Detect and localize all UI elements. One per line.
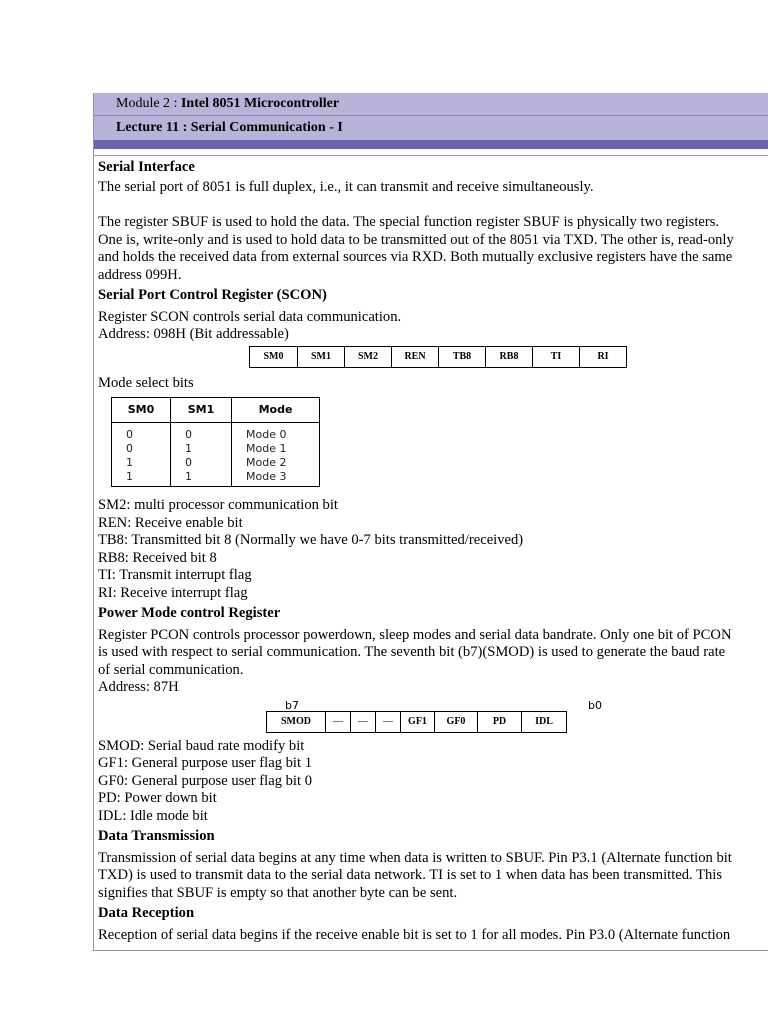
pcon-bit-gf0: GF0 [435, 711, 478, 732]
header-bar [94, 140, 768, 149]
mode-cell: 1 [112, 456, 171, 470]
scon-line-2: Address: 098H (Bit addressable) [98, 326, 289, 342]
pcon-bit-gf1: GF1 [401, 711, 435, 732]
mode-select-label: Mode select bits [98, 374, 194, 391]
pcon-bit-unused: — [376, 711, 401, 732]
pcon-bit-pd: PD [478, 711, 522, 732]
pcon-b0-label: b0 [588, 698, 602, 712]
scon-bit-ti: TI [533, 346, 580, 367]
serial-interface-p1: The serial port of 8051 is full duplex, i.e., it can transmit and receive simultaneously. [98, 178, 594, 195]
page-bottom-rule [94, 950, 768, 951]
pcon-register-table [266, 711, 567, 733]
pcon-bit-idl: IDL [522, 711, 567, 732]
mode-cell: 1 [171, 442, 232, 456]
mode-col-mode: Mode [232, 398, 320, 423]
pcon-line-2: is used with respect to serial communication. The seventh bit (b7)(SMOD) is used to generate the baud rate [98, 644, 726, 660]
scon-desc-rb8: RB8: Received bit 8 [98, 549, 217, 566]
pcon-heading: Power Mode control Register [98, 605, 281, 621]
scon-desc-sm2: SM2: multi processor communication bit [98, 497, 338, 513]
pcon-bit-labels [98, 697, 768, 712]
module-prefix: Module 2 : [116, 96, 181, 111]
sbuf-line-2: One is, write-only and is used to hold data to be transmitted out of the 8051 via TXD. The other is, read-only [98, 231, 734, 248]
lecture-header [94, 116, 768, 140]
mode-col-sm1: SM1 [171, 398, 232, 423]
pcon-desc-smod: SMOD: Serial baud rate modify bit [98, 737, 305, 754]
mode-cell: 1 [171, 470, 232, 487]
scon-register-table [249, 346, 627, 368]
pcon-desc-idl: IDL: Idle mode bit [98, 807, 208, 824]
pcon-desc-gf1: GF1: General purpose user flag bit 1 [98, 755, 312, 771]
pcon-desc-pd: PD: Power down bit [98, 790, 217, 806]
transmission-line-2: TXD) is used to transmit data to the serial data network. TI is set to 1 when data has been transmitted. This [98, 867, 723, 883]
mode-select-table [111, 397, 320, 487]
mode-cell: 0 [171, 423, 232, 443]
pcon-bit-smod: SMOD [267, 711, 326, 732]
mode-cell: Mode 2 [232, 456, 320, 470]
module-title: Intel 8051 Microcontroller [180, 96, 340, 111]
serial-interface-heading: Serial Interface [98, 159, 195, 175]
pcon-line-1: Register PCON controls processor powerdown, sleep modes and serial data bandrate. Only one bit of PCON [98, 626, 732, 643]
data-transmission-heading: Data Transmission [98, 828, 215, 844]
module-header [94, 93, 768, 116]
scon-desc-ren: REN: Receive enable bit [98, 514, 243, 531]
scon-desc-ti: TI: Transmit interrupt flag [98, 567, 252, 583]
scon-bit-ri: RI [580, 346, 627, 367]
sbuf-line-3: and holds the received data from external sources via RXD. Both mutually exclusive registers have the same [98, 249, 733, 265]
sbuf-line-1: The register SBUF is used to hold the data. The special function register SBUF is physically two registers. [98, 214, 720, 230]
mode-col-sm0: SM0 [112, 398, 171, 423]
lecture-content [94, 156, 768, 944]
data-reception-heading: Data Reception [98, 905, 195, 921]
mode-cell: Mode 0 [232, 423, 320, 443]
pcon-b7-label: b7 [285, 698, 299, 712]
mode-cell: Mode 1 [232, 442, 320, 456]
mode-cell: 1 [112, 470, 171, 487]
scon-bit-sm1: SM1 [298, 346, 345, 367]
scon-bit-sm2: SM2 [345, 346, 392, 367]
scon-desc-ri: RI: Receive interrupt flag [98, 584, 248, 601]
sbuf-line-4: address 099H. [98, 266, 182, 283]
transmission-line-3: signifies that SBUF is empty so that another byte can be sent. [98, 884, 458, 901]
pcon-line-4: Address: 87H [98, 679, 179, 695]
pcon-line-3: of serial communication. [98, 661, 244, 678]
pcon-bit-unused: — [326, 711, 351, 732]
mode-cell: 0 [112, 442, 171, 456]
mode-cell: 0 [171, 456, 232, 470]
scon-line-1: Register SCON controls serial data communication. [98, 308, 402, 325]
mode-cell: Mode 3 [232, 470, 320, 487]
pcon-desc-gf0: GF0: General purpose user flag bit 0 [98, 772, 312, 789]
scon-bit-tb8: TB8 [439, 346, 486, 367]
lecture-title: Lecture 11 : Serial Communication - I [116, 120, 343, 135]
scon-bit-ren: REN [392, 346, 439, 367]
scon-bit-rb8: RB8 [486, 346, 533, 367]
scon-desc-tb8: TB8: Transmitted bit 8 (Normally we have 0-7 bits transmitted/received) [98, 532, 524, 548]
pcon-bit-unused: — [351, 711, 376, 732]
scon-bit-sm0: SM0 [250, 346, 298, 367]
mode-cell: 0 [112, 423, 171, 443]
reception-line-1: Reception of serial data begins if the receive enable bit is set to 1 for all modes. Pin P3.0 (Alternate function [98, 926, 731, 943]
lecture-page [93, 93, 768, 951]
scon-heading: Serial Port Control Register (SCON) [98, 287, 327, 303]
transmission-line-1: Transmission of serial data begins at any time when data is written to SBUF. Pin P3.1 (Alternate function bit [98, 849, 732, 866]
